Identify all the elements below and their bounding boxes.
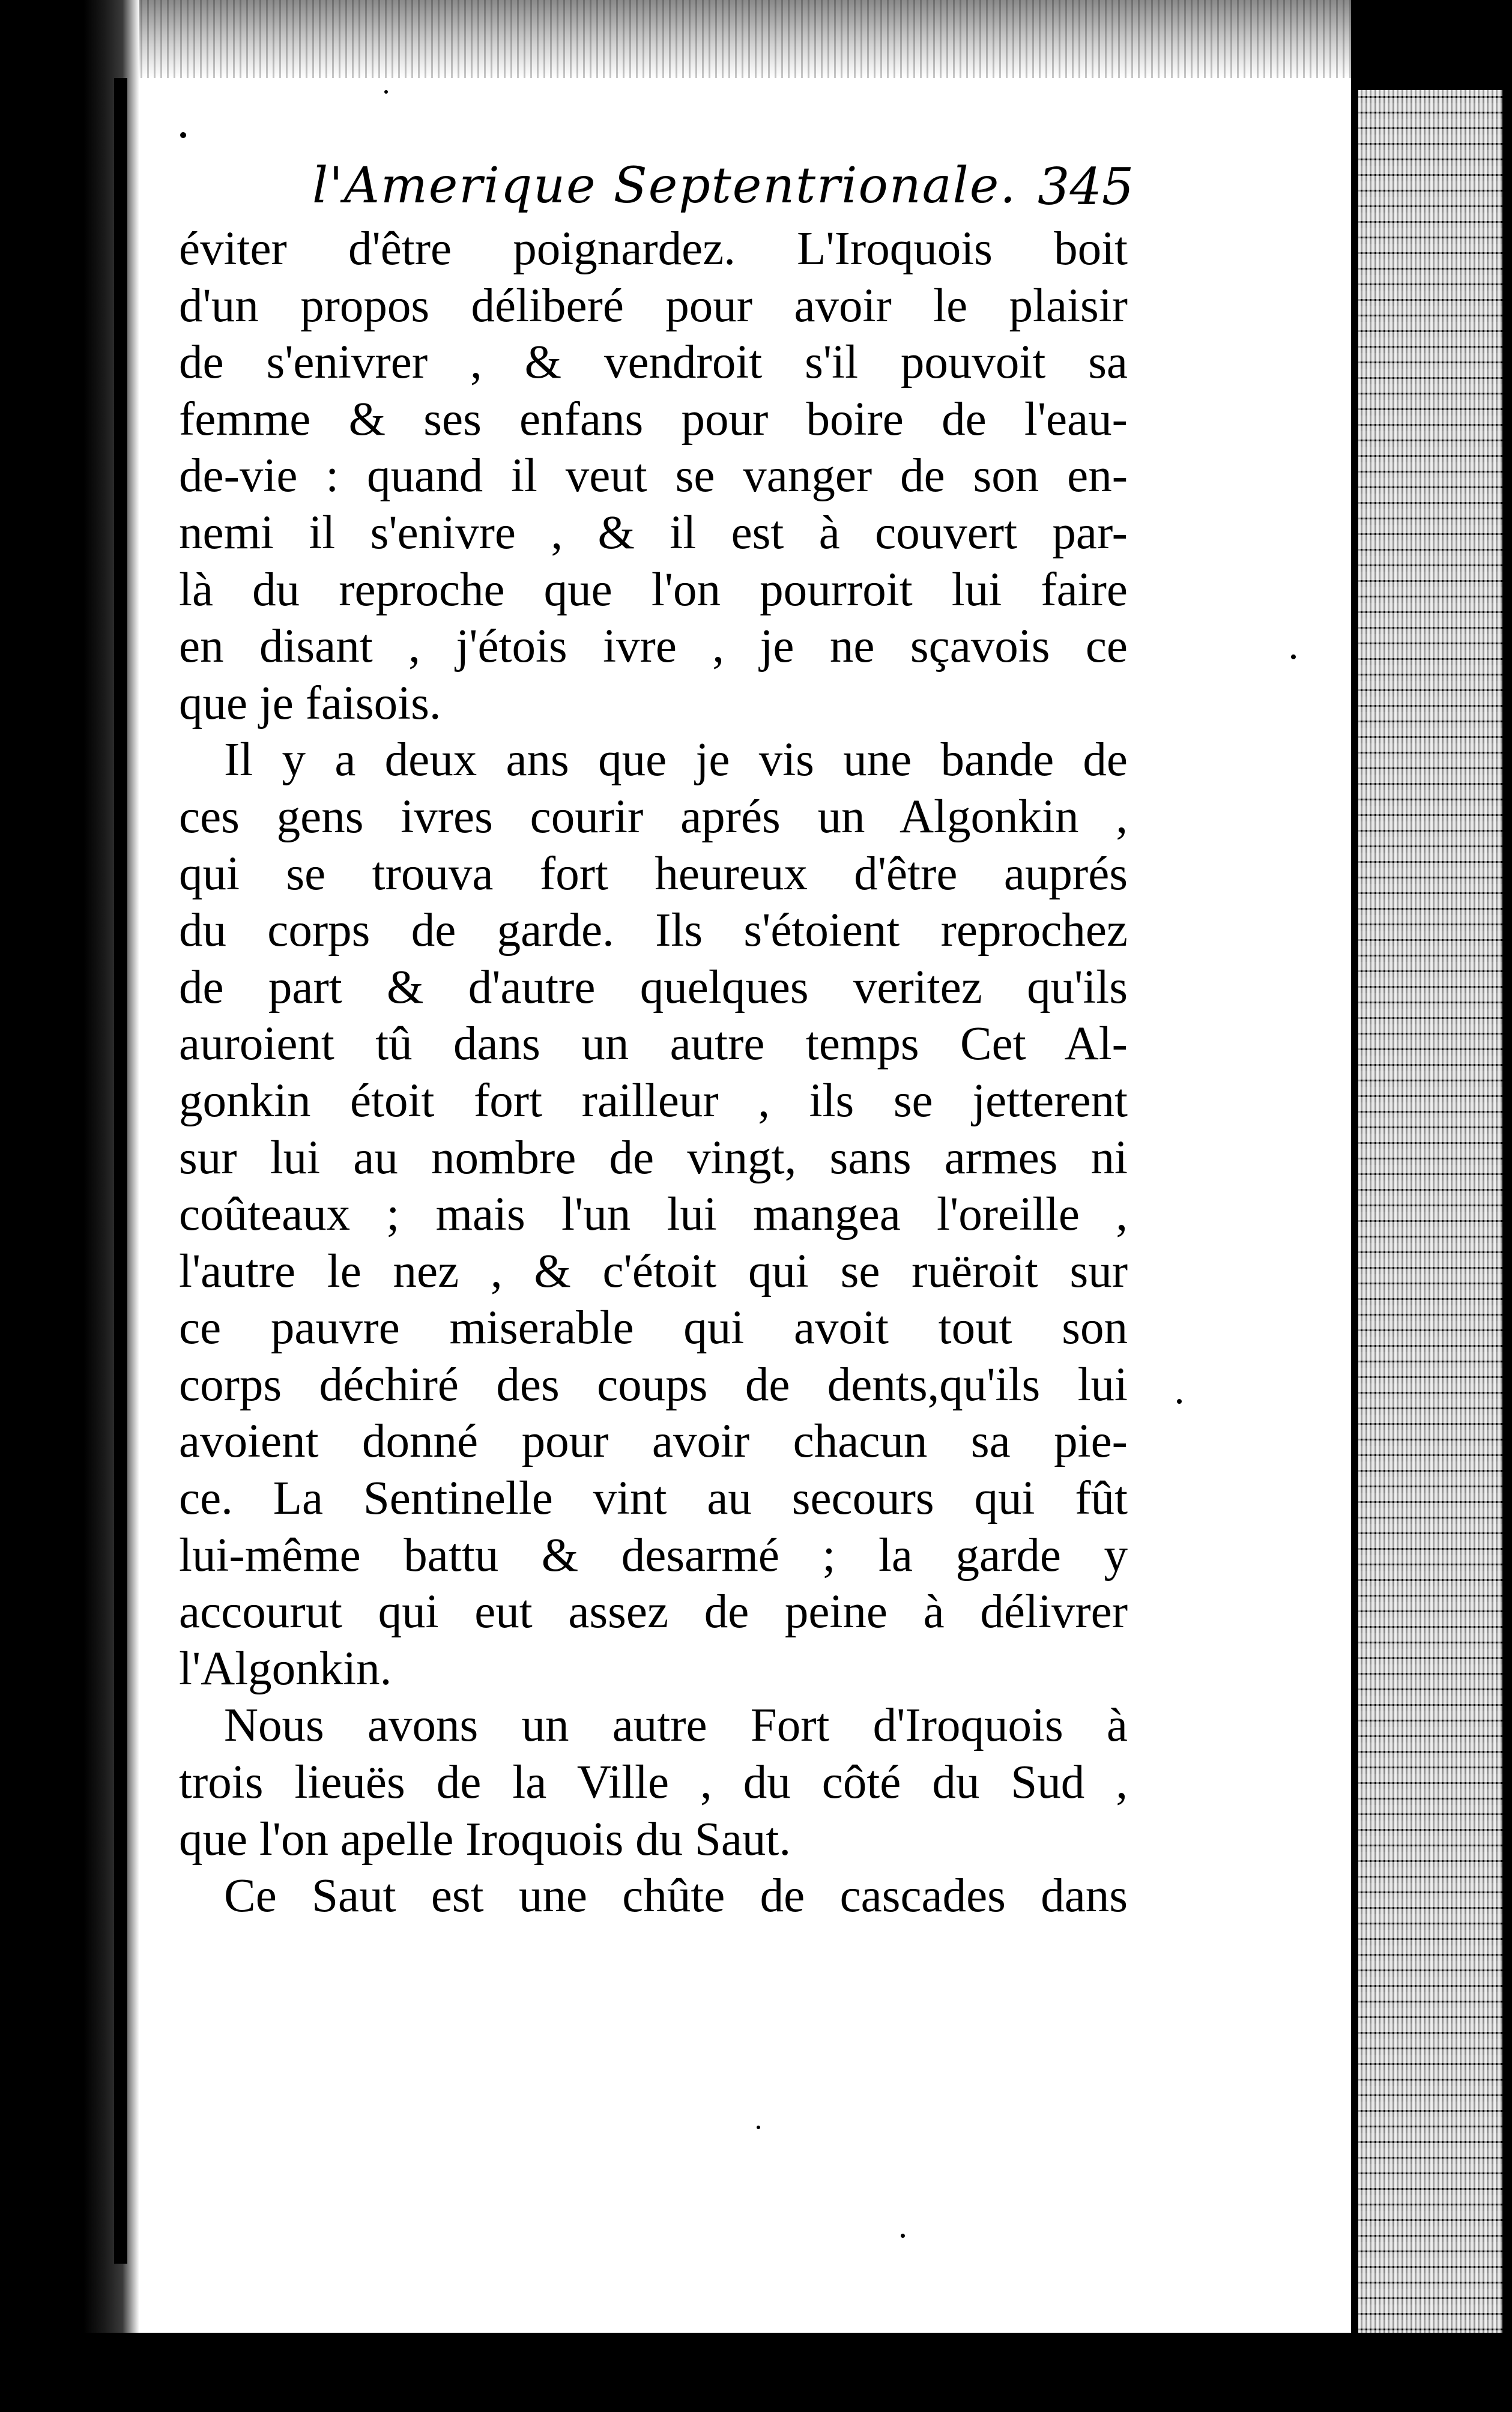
text-line: de part & d'autre quelques veritez qu'ils (179, 961, 1128, 1014)
ink-speck (1177, 1399, 1182, 1404)
page-number: 345 (1038, 157, 1134, 216)
text-line: que je faisois. (179, 677, 441, 730)
text-line: trois lieuës de la Ville , du côté du Sud , (179, 1756, 1128, 1809)
text-line: sur lui au nombre de vingt, sans armes ni (179, 1131, 1128, 1184)
text-line: du corps de garde. Ils s'étoient reprochez (179, 904, 1128, 957)
ink-speck (1291, 654, 1296, 659)
text-line: de s'enivrer , & vendroit s'il pouvoit sa (179, 336, 1128, 389)
text-line: l'autre le nez , & c'étoit qui se ruëroit sur (179, 1245, 1128, 1298)
text-line: avoient donné pour avoir chacun sa pie- (179, 1415, 1128, 1468)
text-line: femme & ses enfans pour boire de l'eau- (179, 393, 1128, 446)
text-line: accourut qui eut assez de peine à délivrer (179, 1586, 1128, 1639)
text-line: auroient tû dans un autre temps Cet Al- (179, 1018, 1128, 1071)
text-line: corps déchiré des coups de dents,qu'ils lui (179, 1358, 1128, 1411)
text-line: l'Algonkin. (179, 1642, 392, 1695)
text-line: ce pauvre miserable qui avoit tout son (179, 1302, 1128, 1355)
text-line: de-vie : quand il veut se vanger de son en- (179, 450, 1128, 503)
text-line: ces gens ivres courir aprés un Algonkin , (179, 790, 1128, 843)
text-line: Nous avons un autre Fort d'Iroquois à (224, 1699, 1128, 1752)
top-page-edge (101, 0, 1512, 78)
text-line: gonkin étoit fort railleur , ils se jetterent (179, 1074, 1128, 1127)
text-line: coûteaux ; mais l'un lui mangea l'oreille , (179, 1188, 1128, 1241)
body-text (179, 221, 1128, 1925)
text-line: qui se trouva fort heureux d'être auprés (179, 847, 1128, 900)
ink-speck (757, 2126, 760, 2129)
text-line: là du reproche que l'on pourroit lui faire (179, 563, 1128, 616)
text-line: nemi il s'enivre , & il est à couvert par- (179, 506, 1128, 559)
running-head: l'Amerique Septentrionale. (312, 157, 1017, 214)
text-line: ce. La Sentinelle vint au secours qui fût (179, 1472, 1128, 1525)
text-line: Ce Saut est une chûte de cascades dans (224, 1870, 1128, 1923)
text-line: que l'on apelle Iroquois du Saut. (179, 1813, 791, 1866)
ink-speck (180, 132, 186, 138)
ink-speck (384, 90, 388, 94)
page-leaves-texture (1358, 90, 1502, 2336)
text-line: d'un propos déliberé pour avoir le plaisir (179, 279, 1128, 332)
text-line: Il y a deux ans que je vis une bande de (224, 734, 1128, 787)
text-line: lui-même battu & desarmé ; la garde y (179, 1529, 1128, 1582)
ink-speck (901, 2234, 905, 2238)
gutter-shadow (114, 78, 127, 2264)
text-line: en disant , j'étois ivre , je ne sçavois ce (179, 620, 1128, 673)
text-line: éviter d'être poignardez. L'Iroquois boit (179, 223, 1128, 275)
bottom-page-edge (0, 2333, 1512, 2412)
